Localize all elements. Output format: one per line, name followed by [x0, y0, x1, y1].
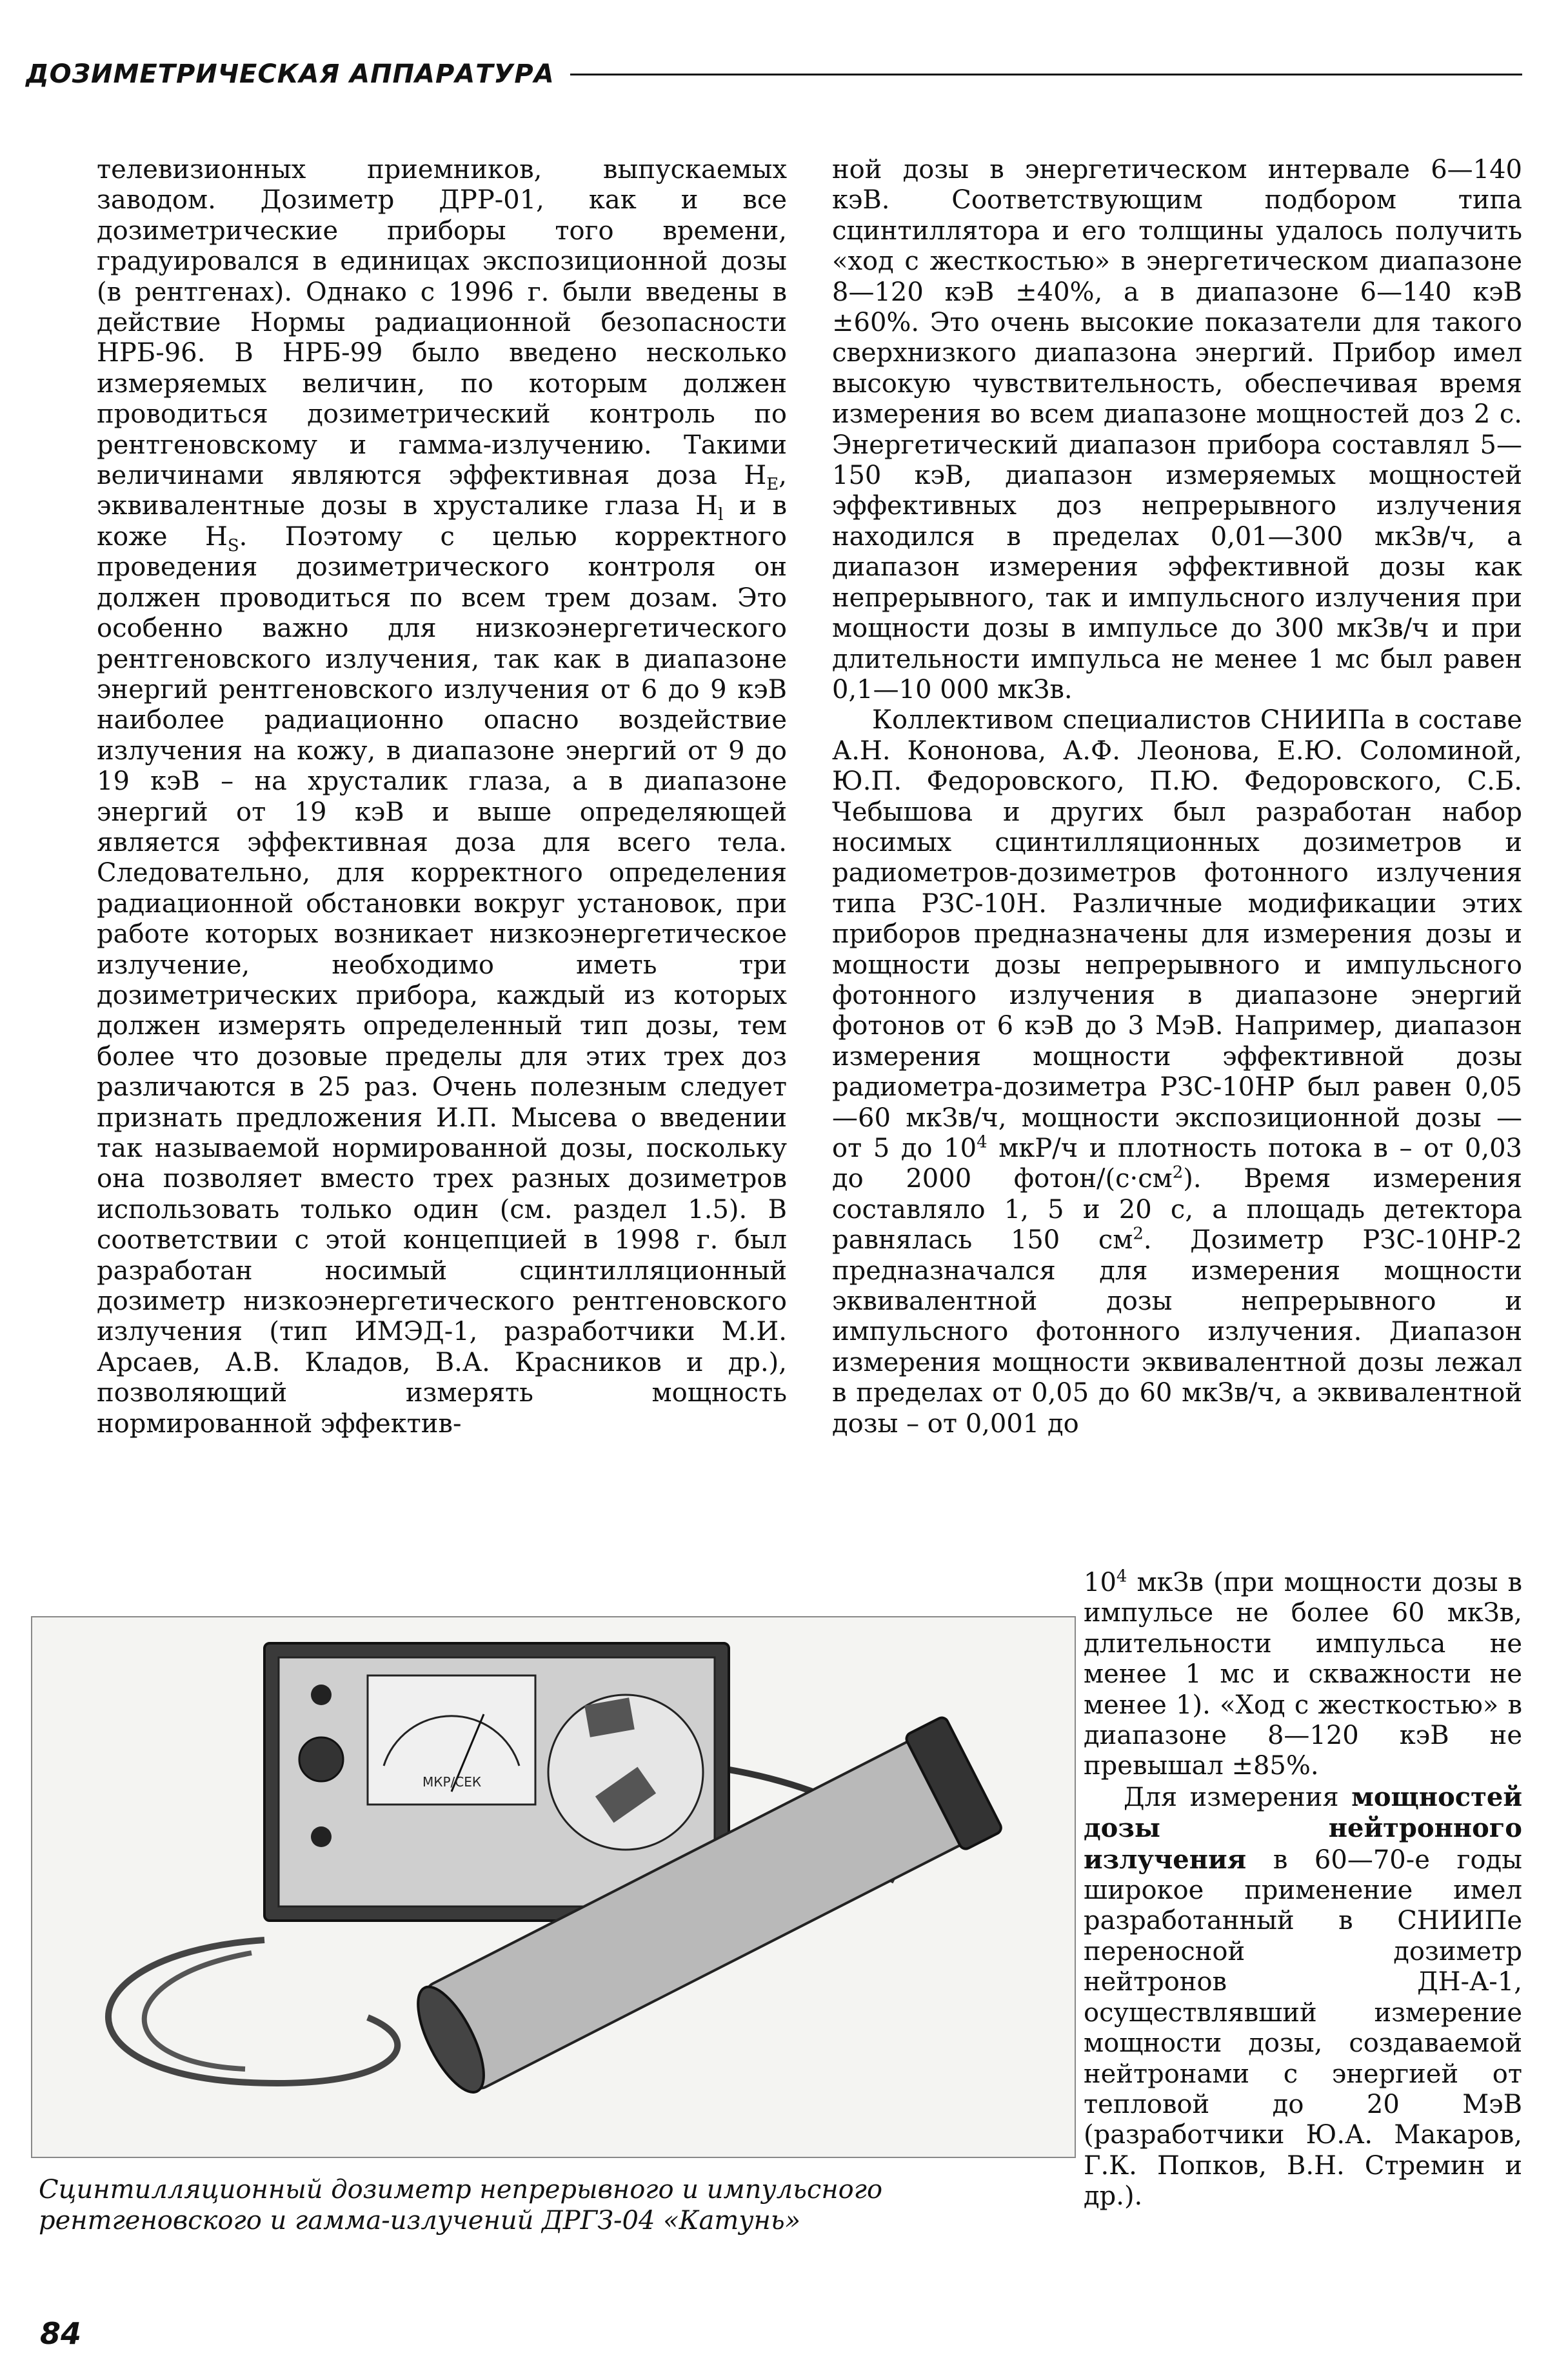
knob-icon — [299, 1737, 343, 1781]
neutron-dose-term: мощностей дозы нейтронного излучения — [1084, 1781, 1522, 1875]
dosimeter-illustration — [32, 1617, 1075, 2157]
right-column — [832, 155, 1522, 1439]
left-paragraph-1: телевизионных приемников, выпускаемых заводом. Дозиметр ДРР-01, как и все дозиметрические приборы того времени, градуировался в единицах экспозиционной дозы (в рентгенах). Однако с 1996 г. были введены в действие Нормы радиационной безопасности НРБ-96. В НРБ-99 было введено несколько измеряемых величин, по которым должен проводиться дозиметрический контроль по рентгеновскому и гамма-излучению. Такими величинами являются эффективная доза $H_E$, эквивалентные дозы в хрусталике глаза $H_l$ и в коже $H_S$. Поэтому с целью корректного проведения дозиметрического контроля он должен проводиться по всем трем дозам. Это особенно важно для низкоэнергетического рентгеновского излучения, так как в диапазоне энергий рентгеновского излучения от 6 до 9 кэВ наиболее радиационно опасно воздействие излучения на кожу, в диапазоне энергий от 9 до 19 кэВ – на хрусталик глаза, а в диапазоне энергий от 19 кэВ и выше определяющей является эффективная доза для всего тела. Следовательно, для корректного определения радиационной обстановки вокруг установок, при работе которых возникает низкоэнергетическое излучение, необходимо иметь три дозиметрических прибора, каждый из которых должен измерять определенный тип дозы, тем более что дозовые пределы для этих трех доз различаются в 25 раз. Очень полезным следует признать предложения И.П. Мысева о введении так называемой нормированной дозы, поскольку она позволяет вместо трех разных дозиметров использовать только один (см. раздел 1.5). В соответствии с этой концепцией в 1998 г. был разработан носимый сцинтилляционный дозиметр низкоэнергетического рентгеновского излучения (тип ИМЭД-1, разработчики М.И. Арсаев, А.В. Кладов, В.А. Красников и др.), позволяющий измерять мощность нормированной эффектив- — [97, 155, 788, 1439]
right-paragraph-2: Коллективом специалистов СНИИПа в составе А.Н. Кононова, А.Ф. Леонова, Е.Ю. Соломиной, Ю.П. Федоровского, П.Ю. Федоровского, С.Б. Чебышова и других был разработан набор носимых сцинтилляционных дозиметров и радиометров-дозиметров фотонного излучения типа РЗС-10Н. Различные модификации этих приборов предназначены для измерения дозы и мощности дозы непрерывного и импульсного фотонного излучения в диапазоне энергий фотонов от 6 кэВ до 3 МэВ. Например, диапазон измерения мощности эффективной дозы радиометра-дозиметра РЗС-10НР был равен 0,05—60 мкЗв/ч, мощности экспозиционной дозы — от 5 до $10^4$ мкР/ч и плотность потока в – от 0,03 до 2000 фотон/$(с\cdot см^2)$. Время измерения составляло 1, 5 и 20 с, а площадь детектора равнялась 150 $см^2$. Дозиметр РЗС-10НР-2 предназначался для измерения мощности эквивалентной дозы непрерывного и импульсного фотонного излучения. Диапазон измерения мощности эквивалентной дозы лежал в пределах от 0,05 до 60 мкЗв/ч, а эквивалентной дозы – от 0,001 до — [832, 705, 1522, 1439]
switch-bottom-icon — [311, 1826, 332, 1847]
running-header — [26, 52, 1522, 97]
left-column — [97, 155, 787, 1439]
switch-top-icon — [311, 1685, 332, 1705]
right-paragraph-1: ной дозы в энергетическом интервале 6—140 кэВ. Соответствующим подбором типа сцинтиллятора и его толщины удалось получить «ход с жесткостью» в энергетическом диапазоне 8—120 кэВ ±40%, а в диапазоне 6—140 кэВ ±60%. Это очень высокие показатели для такого сверхнизкого диапазона энергий. Прибор имел высокую чувствительность, обеспечивая время измерения во всем диапазоне мощностей доз 2 с. Энергетический диапазон прибора составлял 5—150 кэВ, диапазон измеряемых мощностей эффективных доз непрерывного излучения находился в пределах 0,01—300 мкЗв/ч, а диапазон измерения эффективной дозы как непрерывного, так и импульсного излучения при мощности дозы в импульсе до 300 мкЗв/ч и при длительности импульса не менее 1 мс был равен 0,1—10 000 мкЗв. — [832, 155, 1522, 705]
header-rule — [570, 74, 1522, 75]
dosimeter-photo — [31, 1616, 1076, 2158]
meter-label: МКР/СЕК — [422, 1774, 482, 1790]
right-paragraph-3: Для измерения мощностей дозы нейтронного излучения в 60—70-е годы широкое применение имел разработанный в СНИИПе переносной дозиметр нейтронов ДН-А-1, осуществлявший измерение мощности дозы, создаваемой нейтронами с энергией от тепловой до 20 МэВ (разработчики Ю.А. Макаров, Г.К. Попков, В.Н. Стремин и др.). — [1084, 1781, 1522, 2212]
figure-caption: Сцинтилляционный дозиметр непрерывного и импульсного рентгеновского и гамма-излучений ДРГЗ-04 «Катунь» — [39, 2175, 883, 2235]
right-paragraph-2-continued: $10^4$ мкЗв (при мощности дозы в импульсе не более 60 мкЗв, длительности импульса не менее 1 мс и скважности не менее 1). «Ход с жесткостью» в диапазоне 8—120 кэВ не превышал ±85%. — [1084, 1566, 1522, 1781]
page-number: 84 — [40, 2316, 82, 2351]
running-header-title: ДОЗИМЕТРИЧЕСКАЯ АППАРАТУРА — [26, 59, 555, 89]
right-column-narrow — [1084, 1568, 1522, 2212]
